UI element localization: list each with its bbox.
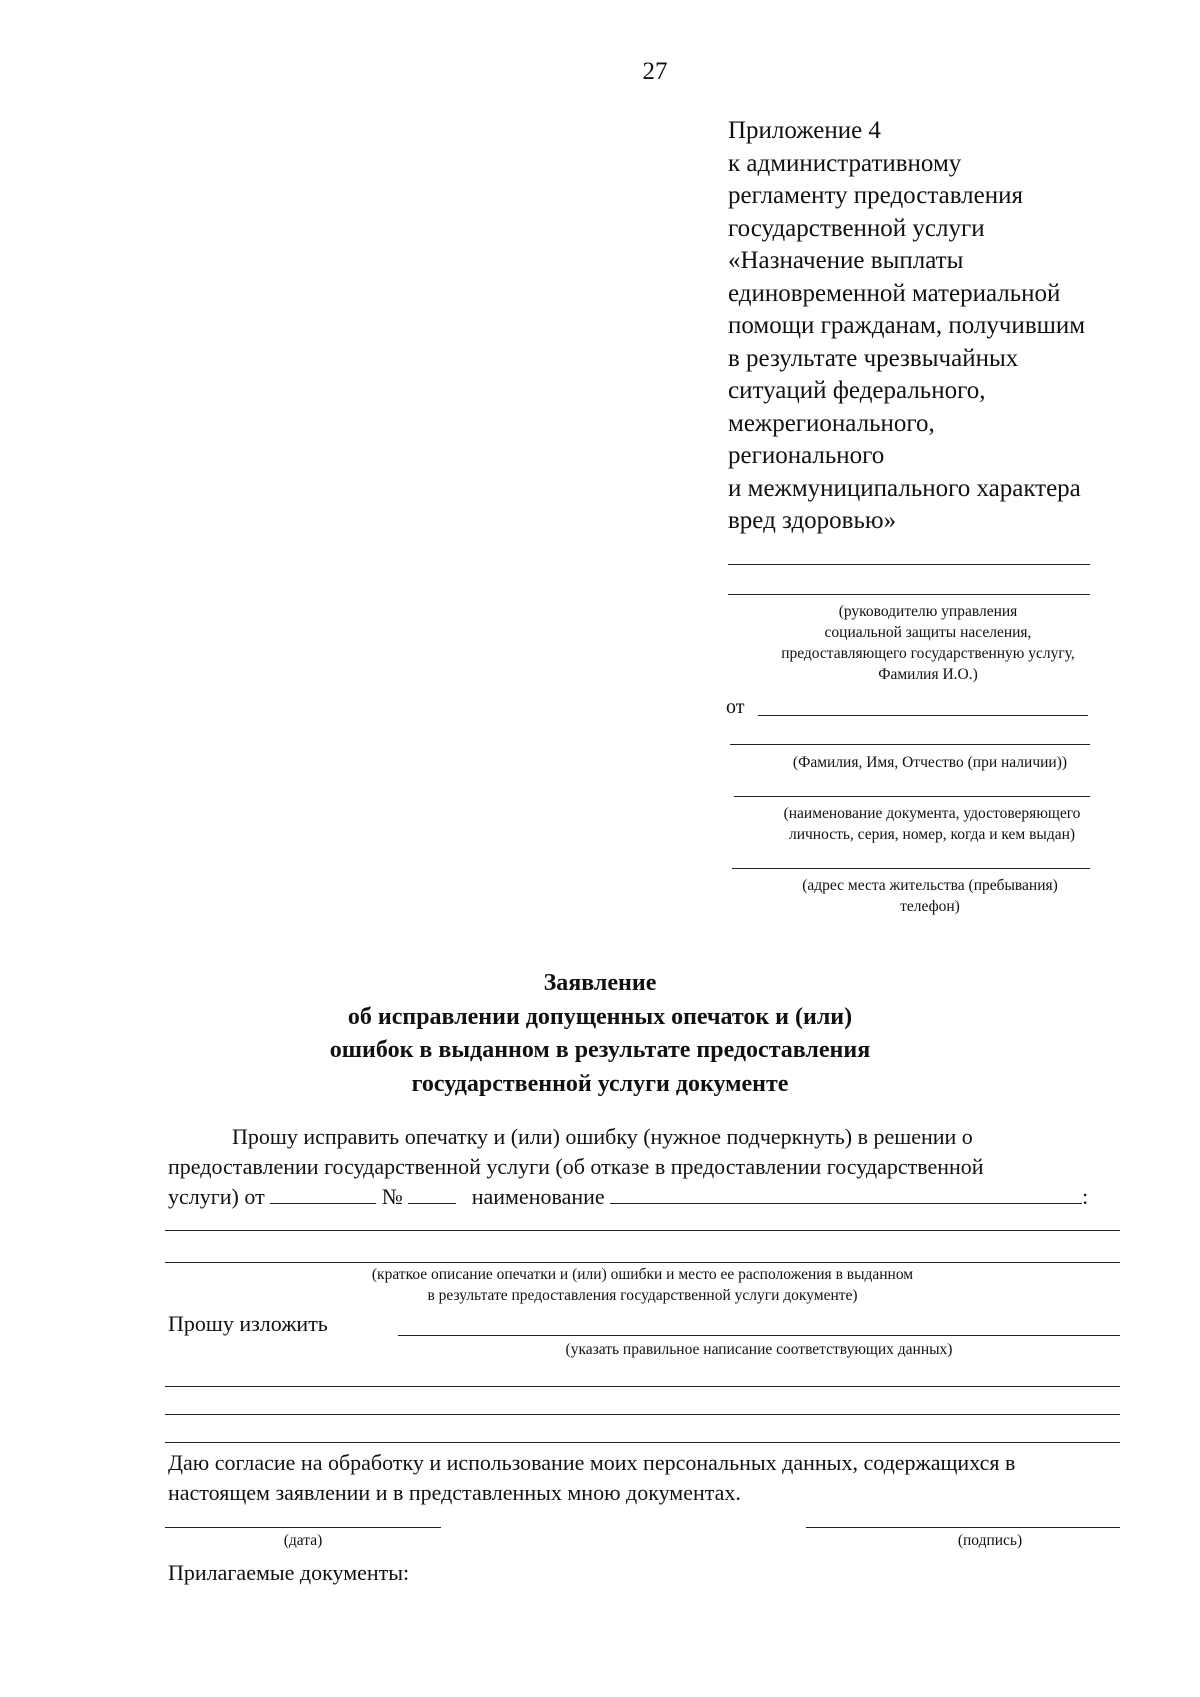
description-line-1 xyxy=(165,1230,1120,1231)
state-caption: (указать правильное написание соответствующих данных) xyxy=(565,1341,953,1358)
recipient-line-1 xyxy=(728,564,1090,565)
appendix-line: вред здоровью» xyxy=(728,507,897,534)
appendix-line: и межмуниципального характера xyxy=(728,474,1081,502)
description-caption: (краткое описание опечатки и (или) ошибки и место ее расположения в выданном в результате предоставления государственной услуги документе) xyxy=(371,1266,914,1304)
appendix-line: «Назначение выплаты xyxy=(728,247,964,274)
signature-caption: (подпись) xyxy=(957,1532,1023,1549)
state-label: Прошу изложить xyxy=(168,1311,328,1336)
appendix-header xyxy=(728,115,1085,538)
request-line-1: Прошу исправить опечатку и (или) ошибку (нужное подчеркнуть) в решении о xyxy=(232,1124,973,1149)
appendix-line: единовременной материальной xyxy=(728,279,1061,307)
application-title: Заявление об исправлении допущенных опечаток и (или) ошибок в выданном в результате предоставления государственной услуги документе xyxy=(329,970,871,1097)
request-line-2: предоставлении государственной услуги (об отказе в предоставлении государственной xyxy=(168,1154,984,1179)
appendix-line: Приложение 4 xyxy=(728,117,881,144)
appendix-line: межрегионального, xyxy=(728,409,935,437)
name-caption: (Фамилия, Имя, Отчество (при наличии)) xyxy=(792,754,1068,771)
consent-line-1: Даю согласие на обработку и использование моих персональных данных, содержащихся в xyxy=(168,1450,1016,1475)
recipient-caption: (руководителю управления социальной защиты населения, предоставляющего государственную услугу, Фамилия И.О.) xyxy=(781,603,1075,683)
state-extra-line-3 xyxy=(165,1442,1120,1443)
consent-line-2: настоящем заявлении и в представленных мною документах. xyxy=(168,1480,741,1505)
appendix-line: к административному xyxy=(728,149,962,177)
signature-line xyxy=(806,1527,1120,1528)
recipient-line-2 xyxy=(728,594,1090,595)
request-line-3: услуги) от № наименование : xyxy=(168,1184,1089,1209)
date-blank xyxy=(270,1185,376,1204)
attachments-label: Прилагаемые документы: xyxy=(168,1560,410,1585)
appendix-line: ситуаций федерального, xyxy=(728,377,986,404)
number-blank xyxy=(408,1185,456,1204)
appendix-line: в результате чрезвычайных xyxy=(728,344,1019,372)
appendix-line: регионального xyxy=(728,442,885,469)
state-line xyxy=(398,1335,1120,1336)
id-document-caption: (наименование документа, удостоверяющего личность, серия, номер, когда и кем выдан) xyxy=(783,805,1081,843)
appendix-line: помощи гражданам, получившим xyxy=(728,312,1086,339)
from-line-2 xyxy=(730,744,1090,745)
id-document-line xyxy=(734,796,1090,797)
from-line xyxy=(758,715,1088,716)
address-line xyxy=(732,868,1090,869)
date-caption: (дата) xyxy=(283,1532,323,1549)
appendix-line: государственной услуги xyxy=(728,214,985,242)
description-line-2 xyxy=(165,1262,1120,1263)
date-line xyxy=(165,1527,441,1528)
state-extra-line-2 xyxy=(165,1414,1120,1415)
state-extra-line-1 xyxy=(165,1386,1120,1387)
name-blank xyxy=(610,1185,1082,1204)
address-caption: (адрес места жительства (пребывания) телефон) xyxy=(802,877,1058,915)
appendix-line: регламенту предоставления xyxy=(728,182,1024,209)
page-number: 27 xyxy=(642,58,668,85)
from-label: от xyxy=(726,696,745,718)
